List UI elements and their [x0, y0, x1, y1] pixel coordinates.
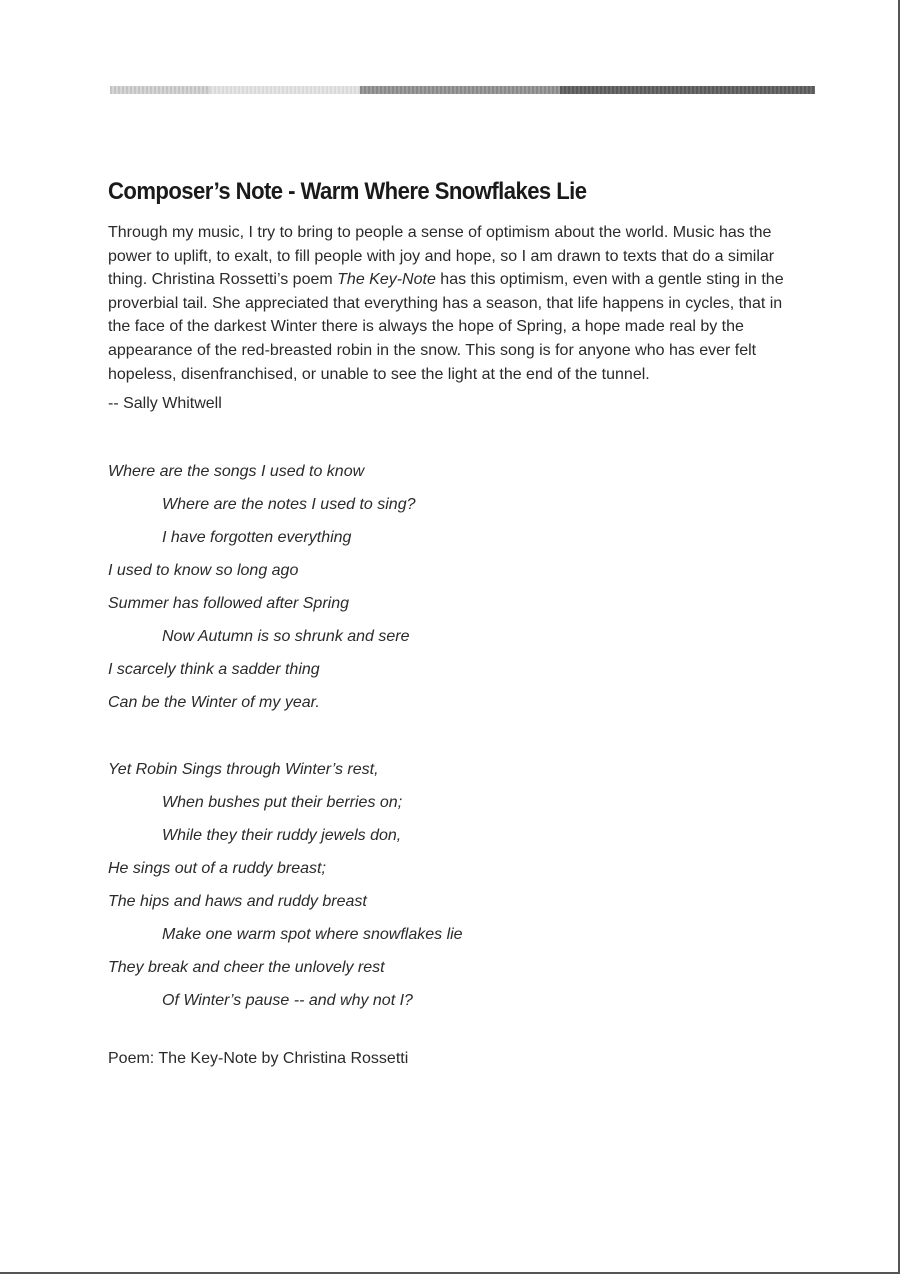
note-poem-title: The Key-Note: [337, 271, 436, 289]
signature: -- Sally Whitwell: [108, 395, 222, 413]
poem-line: While they their ruddy jewels don,: [162, 827, 402, 845]
header-bar-segment: [360, 86, 560, 94]
header-bar-segment: [210, 86, 360, 94]
poem-line: Can be the Winter of my year.: [108, 694, 320, 712]
poem-stanza-1: [108, 455, 798, 719]
poem-credit: Poem: The Key-Note by Christina Rossetti: [108, 1050, 409, 1068]
poem-line: Where are the songs I used to know: [108, 463, 365, 481]
poem-line: Make one warm spot where snowflakes lie: [162, 926, 463, 944]
poem-line: Of Winter’s pause -- and why not I?: [162, 992, 413, 1010]
poem-line: The hips and haws and ruddy breast: [108, 893, 367, 911]
poem-line: Now Autumn is so shrunk and sere: [162, 628, 410, 646]
poem-line: He sings out of a ruddy breast;: [108, 860, 326, 878]
poem-line: Summer has followed after Spring: [108, 595, 349, 613]
poem-line: I used to know so long ago: [108, 562, 299, 580]
header-decorative-bar: [110, 86, 815, 94]
document-body: [108, 178, 798, 1068]
poem-line: I scarcely think a sadder thing: [108, 661, 320, 679]
poem-line: I have forgotten everything: [162, 529, 352, 547]
header-bar-segment: [560, 86, 815, 94]
note-text-part1: Through my music, I try to bring to people a sense of optimism about the world. Music has the power to uplift, to exalt, to fill people with joy and hope, so I am drawn to texts that do a similar thing. Christina Rossetti’s poem: [108, 224, 775, 289]
poem-line: Where are the notes I used to sing?: [162, 496, 416, 514]
poem-stanza-2: [108, 753, 798, 1017]
poem-line: They break and cheer the unlovely rest: [108, 959, 385, 977]
header-bar-segment: [110, 86, 210, 94]
poem-line: When bushes put their berries on;: [162, 794, 403, 812]
poem-line: Yet Robin Sings through Winter’s rest,: [108, 761, 379, 779]
page-title: Composer’s Note - Warm Where Snowflakes Lie: [108, 178, 587, 205]
composer-note-paragraph: [108, 221, 798, 386]
note-text-part2: has this optimism, even with a gentle sting in the proverbial tail. She appreciated that everything has a season, that life happens in cycles, that in the face of the darkest Winter there is always the hope of Spring, a hope made real by the appearance of the red-breasted robin in the snow. This song is for anyone who has ever felt hopeless, disenfranchised, or unable to see the light at the end of the tunnel.: [108, 271, 784, 383]
